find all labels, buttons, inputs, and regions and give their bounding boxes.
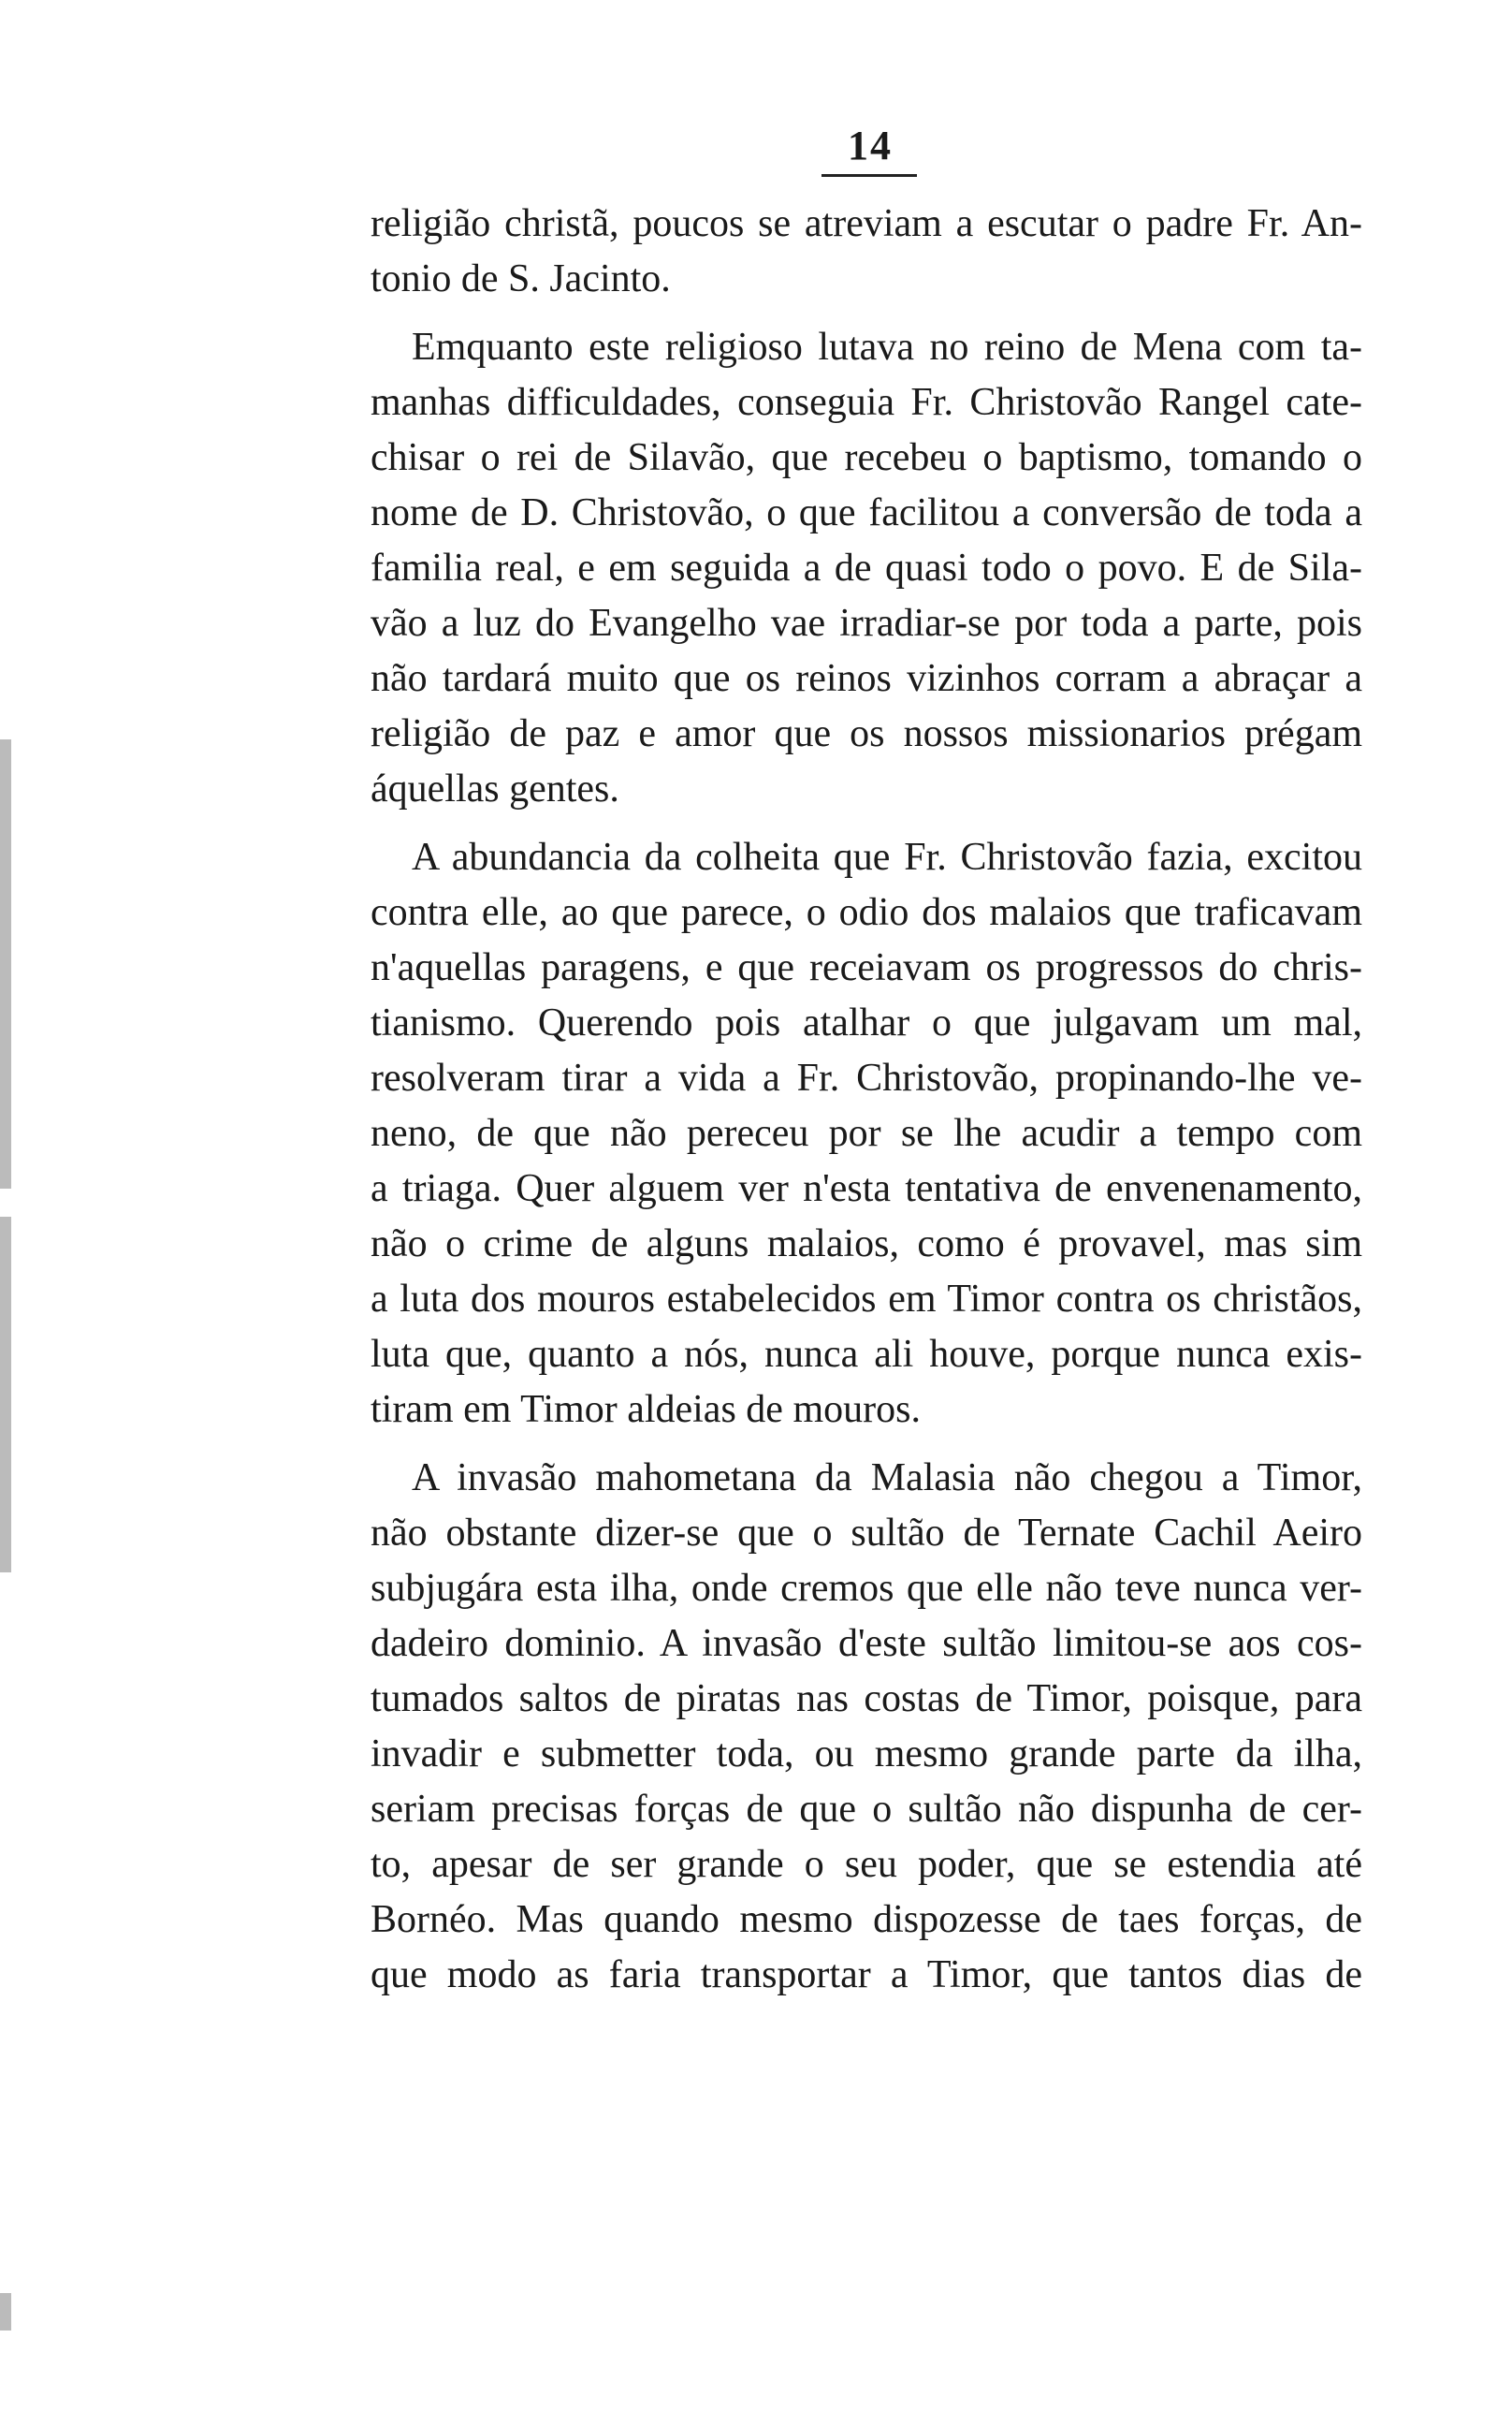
text-line: resolveram tirar a vida a Fr. Christovão, propinando-lhe ve- xyxy=(371,1057,1362,1100)
text-line: tumados saltos de piratas nas costas de Timor, poisque, para xyxy=(371,1677,1362,1720)
text-line: áquellas gentes. xyxy=(371,767,619,811)
paragraph xyxy=(371,830,1362,1438)
paragraph xyxy=(371,320,1362,817)
text-line: manhas difficuldades, conseguia Fr. Christovão Rangel cate- xyxy=(371,381,1362,424)
page-number-rule xyxy=(821,174,917,177)
text-line: vão a luz do Evangelho vae irradiar-se por toda a parte, pois xyxy=(371,602,1362,645)
text-line: n'aquellas paragens, e que receiavam os progressos do chris- xyxy=(371,946,1362,989)
text-line: contra elle, ao que parece, o odio dos malaios que traficavam xyxy=(371,891,1362,934)
text-line: A abundancia da colheita que Fr. Christovão fazia, excitou xyxy=(412,836,1362,879)
text-line: neno, de que não pereceu por se lhe acudir a tempo com xyxy=(371,1112,1362,1155)
text-line: não o crime de alguns malaios, como é provavel, mas sim xyxy=(371,1222,1362,1265)
text-line: tianismo. Querendo pois atalhar o que julgavam um mal, xyxy=(371,1001,1362,1045)
page-number: 14 xyxy=(848,123,893,168)
text-line: tiram em Timor aldeias de mouros. xyxy=(371,1388,921,1431)
text-line: to, apesar de ser grande o seu poder, que se estendia até xyxy=(371,1843,1362,1886)
binding-shadow-mark xyxy=(0,2293,11,2331)
text-line: religião christã, poucos se atreviam a escutar o padre Fr. An- xyxy=(371,202,1362,245)
paragraph xyxy=(371,197,1362,307)
text-line: familia real, e em seguida a de quasi todo o povo. E de Sila- xyxy=(371,547,1362,590)
text-line: A invasão mahometana da Malasia não chegou a Timor, xyxy=(412,1456,1362,1499)
text-line: a luta dos mouros estabelecidos em Timor contra os christãos, xyxy=(371,1278,1362,1321)
text-line: tonio de S. Jacinto. xyxy=(371,257,671,300)
text-line: subjugára esta ilha, onde cremos que elle não teve nunca ver- xyxy=(371,1567,1362,1610)
text-line: religião de paz e amor que os nossos missionarios prégam xyxy=(371,712,1362,755)
text-line: não tardará muito que os reinos vizinhos corram a abraçar a xyxy=(371,657,1362,700)
text-line: seriam precisas forças de que o sultão não dispunha de cer- xyxy=(371,1788,1362,1831)
text-line: nome de D. Christovão, o que facilitou a conversão de toda a xyxy=(371,491,1362,534)
text-line: Emquanto este religioso lutava no reino de Mena com ta- xyxy=(412,326,1362,369)
text-line: invadir e submetter toda, ou mesmo grande parte da ilha, xyxy=(371,1732,1362,1775)
text-line: luta que, quanto a nós, nunca ali houve, porque nunca exis- xyxy=(371,1333,1362,1376)
text-line: Bornéo. Mas quando mesmo dispozesse de taes forças, de xyxy=(371,1898,1362,1941)
binding-shadow-mark xyxy=(0,1217,11,1572)
text-line: a triaga. Quer alguem ver n'esta tentativa de envenenamento, xyxy=(371,1167,1362,1210)
text-line: chisar o rei de Silavão, que recebeu o baptismo, tomando o xyxy=(371,436,1362,479)
text-line: dadeiro dominio. A invasão d'este sultão limitou-se aos cos- xyxy=(371,1622,1362,1665)
paragraph xyxy=(371,1451,1362,2003)
body-text xyxy=(371,197,1362,2003)
text-line: não obstante dizer-se que o sultão de Ternate Cachil Aeiro xyxy=(371,1512,1362,1555)
binding-shadow-mark xyxy=(0,739,11,1189)
text-line: que modo as faria transportar a Timor, que tantos dias de xyxy=(371,1953,1362,1996)
